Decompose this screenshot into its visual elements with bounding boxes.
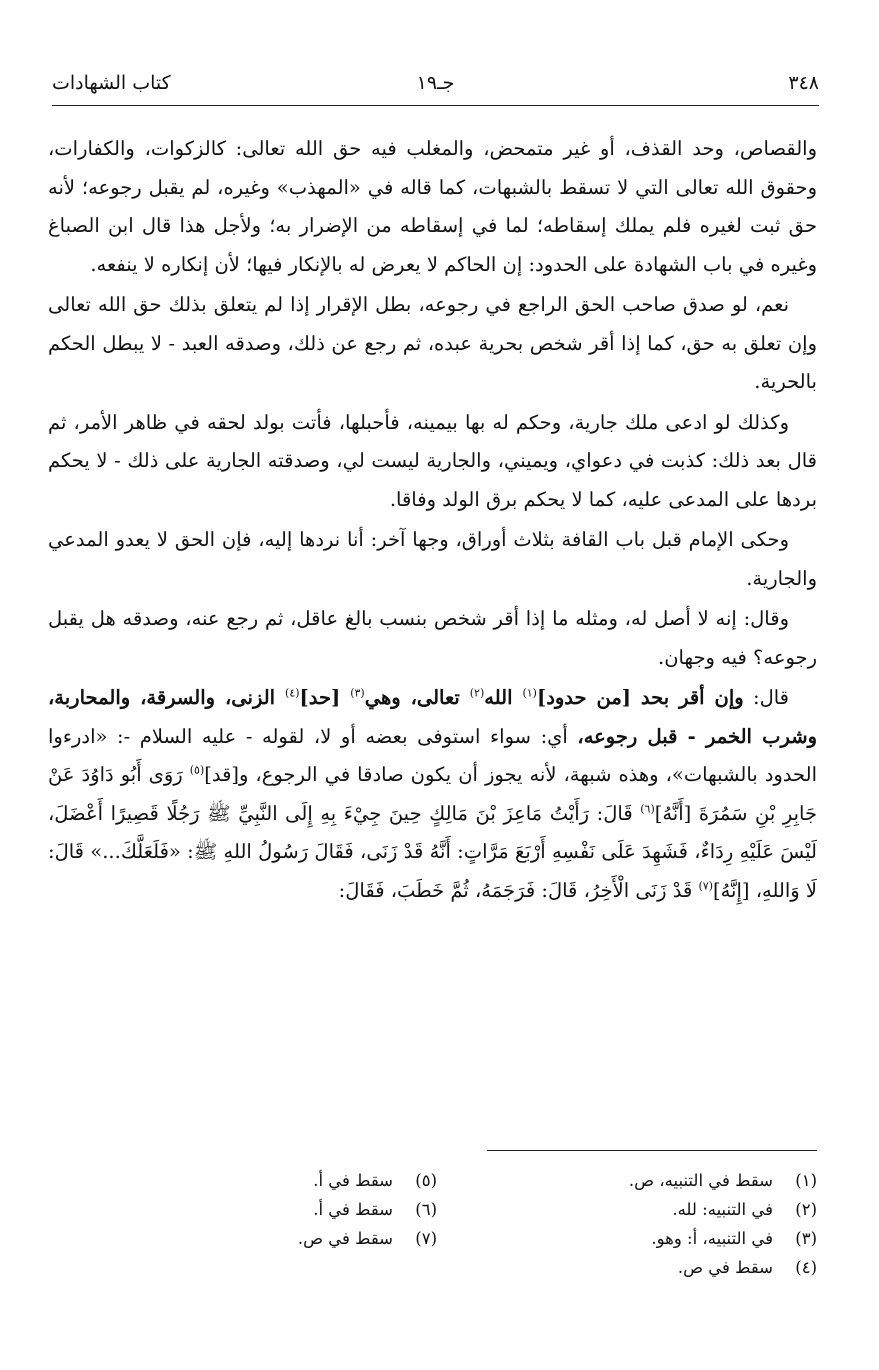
- header-rule: [52, 105, 819, 106]
- paragraph: [48, 679, 817, 910]
- paragraph: وكذلك لو ادعى ملك جارية، وحكم له بها بيمينه، فأحبلها، فأتت بولد لحقه في ظاهر الأمر، ثم قال بعد ذلك: كذبت في دعواي، ويميني، والجارية ليست لي، وصدقته الجارية على ذلك - لا يحكم بردها على المدعى عليه، كما لا يحكم برق الولد وفاقا.: [48, 410, 817, 511]
- footnote-item: [37, 1224, 437, 1253]
- footnote-ref[interactable]: (٣): [350, 686, 365, 700]
- footnote-item: [37, 1195, 437, 1224]
- footnote-number: (٦): [415, 1200, 437, 1219]
- footnote-text: سقط في ص.: [297, 1229, 393, 1248]
- paragraph: وقال: إنه لا أصل له، ومثله ما إذا أقر شخص بنسب بالغ عاقل، ثم رجع عنه، وصدقه هل يقبل رجوعه؟ فيه وجهان.: [48, 607, 817, 669]
- footnote-ref[interactable]: (١): [522, 686, 537, 700]
- commentary-text: أي: سواء استوفى بعضه أو لا، لقوله - عليه السلام -: «ادرءوا الحدود بالشبهات»، وهذه شبهة، لأنه يجوز أن يكون صادقا في الرجوع، و[قد]: [48, 724, 817, 786]
- bold-text: وإن أقر بحد [من حدود]: [536, 686, 744, 709]
- paragraph: نعم، لو صدق صاحب الحق الراجع في رجوعه، بطل الإقرار إذا لم يتعلق بذلك حق الله تعالى وإن تعلق به حق، كما إذا أقر شخص بحرية عبده، ثم رجع عن ذلك، وصدقه العبد - لا يبطل الحكم بالحرية.: [48, 293, 817, 393]
- footnote-ref[interactable]: (٢): [469, 686, 485, 700]
- footnote-text: في التنبيه: لله.: [672, 1200, 773, 1219]
- bold-text: [حد]: [299, 686, 351, 709]
- footnote-text: سقط في أ.: [313, 1200, 393, 1219]
- footnote-text: سقط في ص.: [677, 1258, 773, 1277]
- bold-text: الله: [484, 686, 523, 709]
- running-header: [52, 72, 819, 102]
- footnote-item: [37, 1166, 437, 1195]
- footnote-rule: [487, 1150, 817, 1151]
- footnote-number: (٢): [795, 1200, 817, 1219]
- volume-number: جـ١٩: [416, 72, 455, 94]
- footnote-text: سقط في أ.: [313, 1171, 393, 1190]
- hadith-text: قَالَ: رَأَيْتُ مَاعِزَ بْنَ مَالِكٍ حِينَ جِيْءَ بِهِ إِلَى النَّبِيِّ ﷺ رَجُلًا قَصِيرًا أَعْضَلَ، لَيْسَ عَلَيْهِ رِدَاءٌ، فَشَهِدَ عَلَى نَفْسِهِ أَرْبَعَ مَرَّاتٍ: أَنَّهُ قَدْ زَنَى، فَقَالَ رَسُولُ اللهِ ﷺ: «فَلَعَلَّكَ...» قَالَ: لَا وَاللهِ، [إِنَّهُ]: [48, 801, 817, 902]
- paragraph: وحكى الإمام قبل باب القافة بثلاث أوراق، وجها آخر: أنا نردها إليه، فإن الحق لا يعدو المدعي والجارية.: [48, 528, 817, 590]
- hadith-text: رَوَى أَبُو دَاوُدَ عَنْ جَابِرِ بْنِ سَمُرَةَ [أَنَّهُ]: [48, 763, 817, 825]
- footnote-number: (٣): [795, 1229, 817, 1248]
- footnotes: [48, 1166, 817, 1316]
- hadith-text: قَدْ زَنَى الْأَخِرُ، قَالَ: فَرَجَمَهُ، ثُمَّ خَطَبَ، فَقَالَ:: [338, 878, 699, 902]
- footnote-ref[interactable]: (٤): [285, 686, 300, 700]
- footnotes-column-right: [417, 1166, 817, 1282]
- footnote-ref[interactable]: (٥): [189, 763, 205, 777]
- page-number: ٣٤٨: [788, 72, 819, 94]
- footnote-text: في التنبيه، أ: وهو.: [651, 1229, 773, 1248]
- footnote-item: [417, 1224, 817, 1253]
- footnote-number: (٧): [415, 1229, 437, 1248]
- footnote-item: [417, 1195, 817, 1224]
- footnote-ref[interactable]: (٧): [698, 879, 713, 892]
- bold-text: تعالى، وهي: [364, 686, 470, 709]
- footnote-item: [417, 1253, 817, 1282]
- main-text: [48, 130, 817, 912]
- footnote-text: سقط في التنبيه، ص.: [628, 1171, 773, 1190]
- paragraph-lead: قال:: [743, 686, 789, 709]
- footnote-number: (٥): [415, 1171, 437, 1190]
- footnote-item: [417, 1166, 817, 1195]
- bold-text: الزنى، والسرقة، والمحاربة، وشرب الخمر - قبل رجوعه،: [48, 686, 817, 748]
- footnote-ref[interactable]: (٦): [640, 802, 655, 815]
- paragraph: والقصاص، وحد القذف، أو غير متمحض، والمغلب فيه حق الله تعالى: كالزكوات، والكفارات، وحقوق الله تعالى التي لا تسقط بالشبهات، كما قاله في «المهذب» وغيره، لم يقبل رجوعه؛ لأنه حق ثبت لغيره فلم يملك إسقاطه؛ لما في إسقاطه من الإضرار به؛ ولأجل هذا قال ابن الصباغ وغيره في باب الشهادة على الحدود: إن الحاكم لا يعرض له بالإنكار فيها؛ لأن إنكاره لا ينفعه.: [48, 137, 817, 276]
- footnote-number: (١): [795, 1171, 817, 1190]
- footnotes-column-left: [37, 1166, 437, 1253]
- chapter-title: كتاب الشهادات: [52, 72, 171, 94]
- footnote-number: (٤): [795, 1258, 817, 1277]
